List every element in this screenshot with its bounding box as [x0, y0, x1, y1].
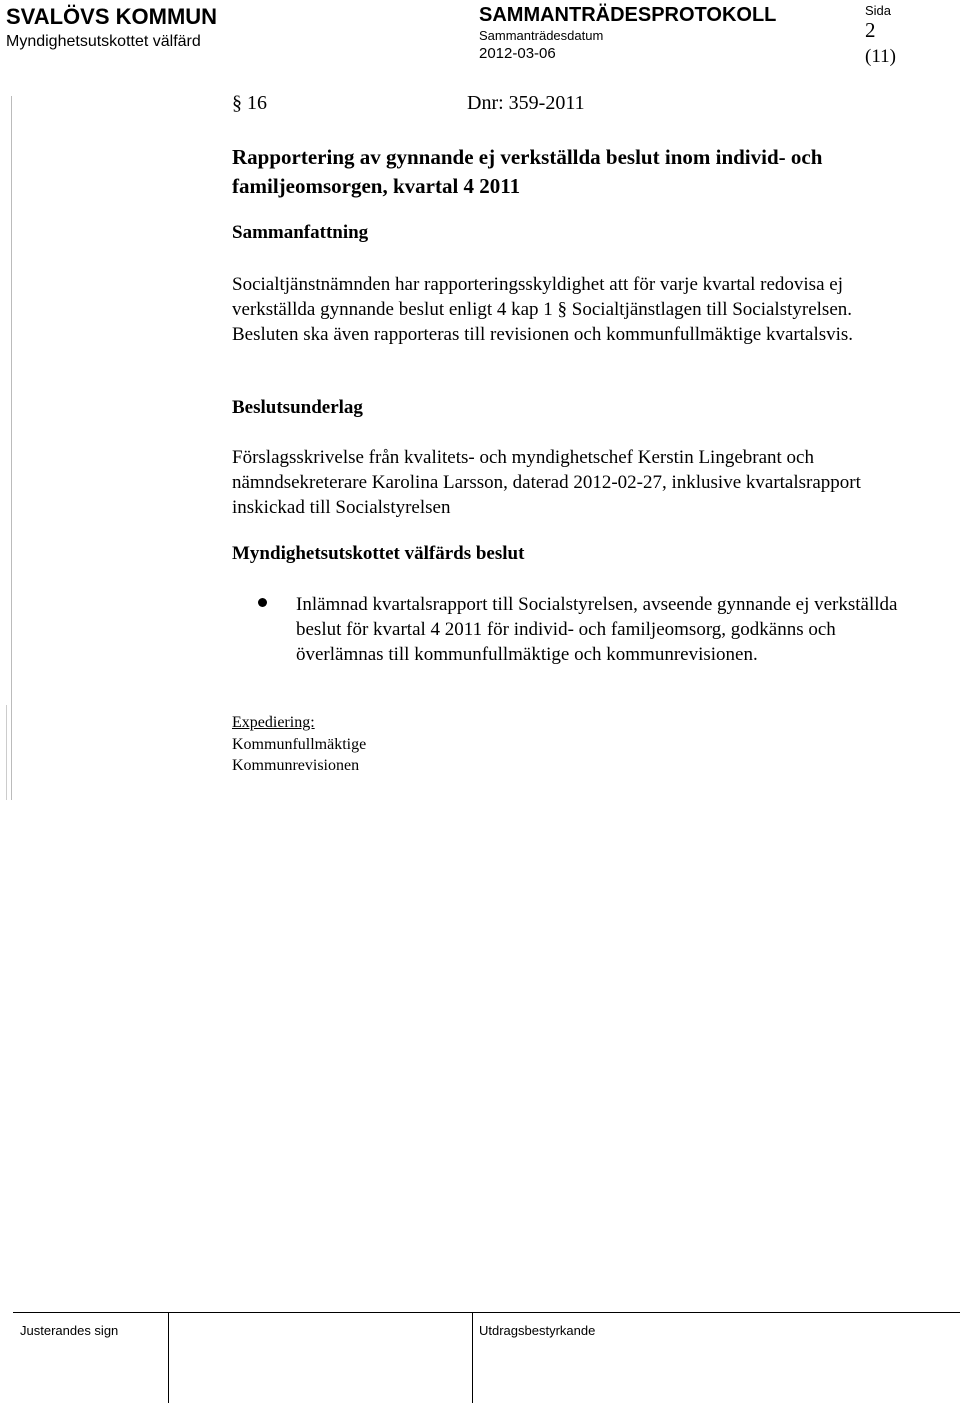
page-label: Sida [865, 3, 892, 18]
protocol-title: SAMMANTRÄDESPROTOKOLL [479, 4, 777, 26]
footer-divider [168, 1312, 169, 1403]
certification-label: Utdragsbestyrkande [479, 1323, 596, 1338]
case-number: Dnr: 359-2011 [467, 92, 585, 114]
margin-line-secondary [6, 705, 7, 800]
signature-label: Justerandes sign [20, 1323, 119, 1338]
paragraph-number: § 16 [232, 92, 267, 114]
meeting-date-label: Sammanträdesdatum [479, 28, 604, 43]
basis-heading: Beslutsunderlag [232, 397, 363, 418]
decision-heading: Myndighetsutskottet välfärds beslut [232, 543, 525, 564]
summary-text: Socialtjänstnämnden har rapporteringsskyldighet att för varje kvartal redovisa ej verkställda gynnande beslut enligt 4 kap 1 § Socialtjänstlagen till Socialstyrelsen. Besluten ska även rapporteras till revisionen och kommunfullmäktige kvartalsvis. [232, 274, 854, 345]
dispatch-recipient: Kommunfullmäktige [232, 736, 367, 753]
dispatch-label: Expediering: [232, 714, 315, 731]
page-total: (11) [865, 46, 896, 67]
bullet-icon [258, 598, 267, 607]
organization-name: SVALÖVS KOMMUN [6, 4, 218, 29]
footer-rule [13, 1312, 960, 1313]
item-title: Rapportering av gynnande ej verkställda beslut inom individ- och familjeomsorgen, kvartal 4 2011 [232, 145, 823, 198]
basis-text: Förslagsskrivelse från kvalitets- och myndighetschef Kerstin Lingebrant och nämndsekreterare Karolina Larsson, daterad 2012-02-27, inklusive kvartalsrapport inskickad till Socialstyrelsen [232, 447, 861, 518]
summary-heading: Sammanfattning [232, 222, 369, 243]
department-name: Myndighetsutskottet välfärd [6, 33, 201, 50]
page-number: 2 [865, 18, 876, 42]
dispatch-recipient: Kommunrevisionen [232, 757, 360, 774]
margin-line [11, 96, 12, 800]
decision-bullet: Inlämnad kvartalsrapport till Socialstyrelsen, avseende gynnande ej verkställda beslut för kvartal 4 2011 för individ- och familjeomsorg, godkänns och överlämnas till kommunfullmäktige och kommunrevisionen. [296, 594, 898, 665]
meeting-date: 2012-03-06 [479, 45, 556, 62]
footer-divider [472, 1312, 473, 1403]
